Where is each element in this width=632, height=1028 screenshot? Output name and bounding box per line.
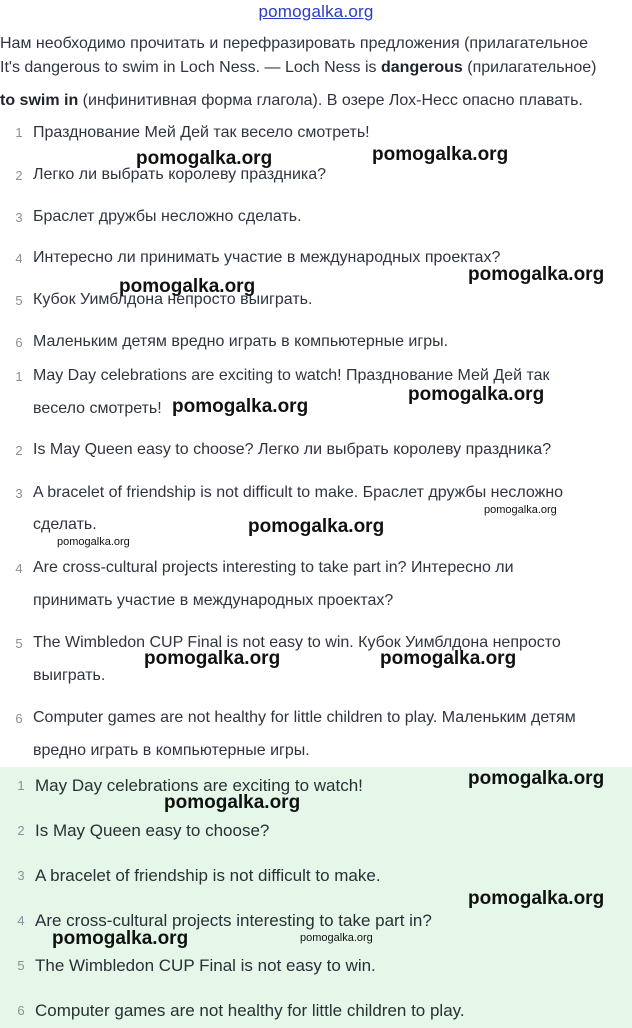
item-number: 1 [15,125,23,140]
item-text-line-2: выиграть. [33,667,106,684]
item-text-line-2: вредно играть в компьютерные игры. [33,742,310,759]
item-text-line-1: The Wimbledon CUP Final is not easy to win. Кубок Уимблдона непросто [33,634,561,651]
watermark: pomogalka.org [372,144,509,165]
intro-line-1: Нам необходимо прочитать и перефразировать предложения (прилагательное [0,35,588,52]
watermark: pomogalka.org [57,536,130,548]
item-text-line-1: A bracelet of friendship is not difficult to make. Браслет дружбы несложно [33,484,564,501]
watermark: pomogalka.org [136,148,273,169]
watermark: pomogalka.org [380,648,517,669]
watermark: pomogalka.org [484,504,557,516]
item-text-line-2: сделать. [33,516,97,533]
site-title-link[interactable]: pomogalka.org [258,2,374,21]
watermark: pomogalka.org [468,264,605,285]
watermark: pomogalka.org [172,396,309,417]
item-text-line-1: Are cross-cultural projects interesting to take part in? Интересно ли [33,559,514,576]
watermark: pomogalka.org [300,932,373,944]
watermark: pomogalka.org [408,384,545,405]
item-text: Празднование Мей Дей так весело смотреть! [33,124,370,141]
item-number: 6 [15,711,23,726]
intro-line-3-text: (инфинитивная форма глагола). В озере Лох-Несс опасно плавать. [78,92,583,109]
item-text: Браслет дружбы несложно сделать. [33,208,302,225]
item-text: Computer games are not healthy for little children to play. [35,1001,465,1020]
item-text: A bracelet of friendship is not difficult to make. [35,866,381,885]
item-text: Are cross-cultural projects interesting to take part in? [35,911,432,930]
watermark: pomogalka.org [468,768,605,789]
item-number: 6 [15,335,23,350]
item-number: 2 [15,168,23,183]
item-text: Кубок Уимблдона непросто выиграть. [33,291,313,308]
item-number: 1 [15,369,23,384]
item-number: 5 [17,958,25,973]
watermark: pomogalka.org [248,516,385,537]
item-number: 3 [15,210,23,225]
intro-line-2-text: It's dangerous to swim in Loch Ness. — Loch Ness is [0,59,381,76]
item-number: 4 [17,913,25,928]
item-text-line-1: Is May Queen easy to choose? Легко ли выбрать королеву праздника? [33,441,552,458]
item-number: 6 [17,1003,25,1018]
item-text-line-1: May Day celebrations are exciting to watch! Празднование Мей Дей так [33,367,550,384]
item-text-line-2: весело смотреть! [33,400,162,417]
item-text: Легко ли выбрать королеву праздника? [33,166,327,183]
item-number: 1 [17,778,25,793]
item-text: Маленьким детям вредно играть в компьютерные игры. [33,333,449,350]
item-number: 3 [15,486,23,501]
item-text-line-1: Computer games are not healthy for little children to play. Маленьким детям [33,709,576,726]
item-number: 5 [15,293,23,308]
watermark: pomogalka.org [52,928,189,949]
item-text: May Day celebrations are exciting to watch! [35,776,363,795]
intro-line-3 [0,91,583,111]
item-number: 4 [15,251,23,266]
item-number: 2 [17,823,25,838]
item-text-line-2: принимать участие в международных проектах? [33,592,394,609]
watermark: pomogalka.org [164,792,301,813]
item-text: The Wimbledon CUP Final is not easy to win. [35,956,376,975]
item-text: Is May Queen easy to choose? [35,821,270,840]
intro-bold-dangerous: dangerous [381,59,463,76]
intro-line-2-tail: (прилагательное) [462,59,597,76]
watermark: pomogalka.org [468,888,605,909]
item-text: Интересно ли принимать участие в международных проектах? [33,249,501,266]
item-number: 4 [15,561,23,576]
watermark: pomogalka.org [119,276,256,297]
item-number: 3 [17,868,25,883]
item-number: 2 [15,443,23,458]
intro-line-2 [0,58,596,78]
intro-bold-to-swim-in: to swim in [0,92,79,109]
watermark: pomogalka.org [144,648,281,669]
item-number: 5 [15,636,23,651]
